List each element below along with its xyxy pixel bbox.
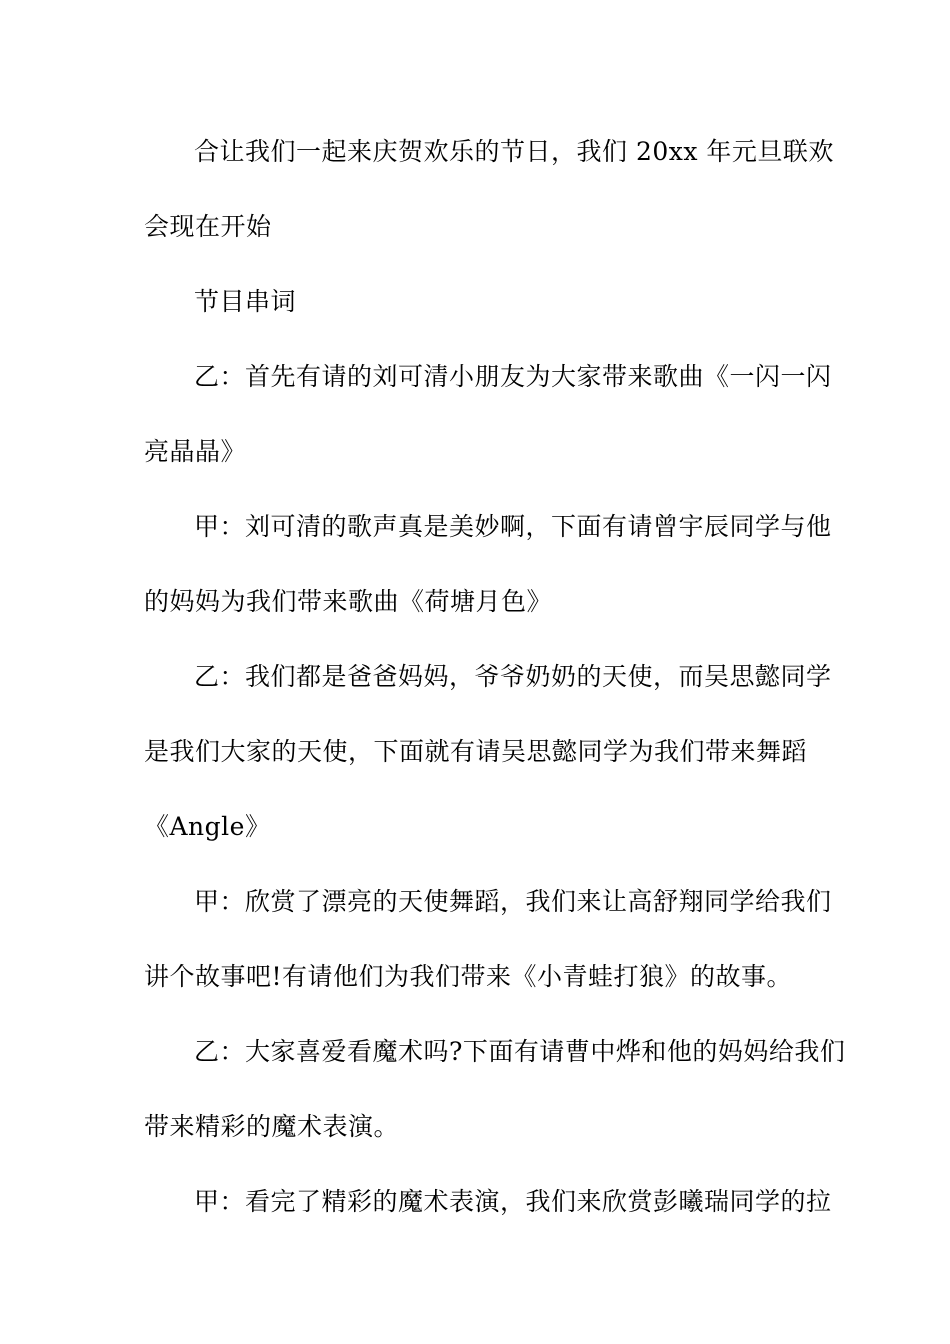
paragraph-line: 甲：刘可清的歌声真是美妙啊，下面有请曾宇辰同学与他 — [194, 512, 832, 541]
paragraph-line: 讲个故事吧!有请他们为我们带来《小青蛙打狼》的故事。 — [144, 962, 793, 991]
paragraph-line: 乙：我们都是爸爸妈妈，爷爷奶奶的天使，而吴思懿同学 — [194, 662, 832, 691]
paragraph-line: 乙：大家喜爱看魔术吗?下面有请曹中烨和他的妈妈给我们 — [194, 1037, 846, 1066]
section-heading: 节目串词 — [194, 287, 297, 316]
document-body — [144, 114, 846, 1239]
paragraph-line: 甲：看完了精彩的魔术表演，我们来欣赏彭曦瑞同学的拉 — [194, 1187, 832, 1216]
paragraph-line: 带来精彩的魔术表演。 — [144, 1112, 400, 1141]
paragraph-line: 甲：欣赏了漂亮的天使舞蹈，我们来让高舒翔同学给我们 — [194, 887, 832, 916]
paragraph-line: 《Angle》 — [144, 812, 271, 841]
paragraph-line: 亮晶晶》 — [144, 437, 247, 466]
paragraph-line: 会现在开始 — [144, 212, 272, 241]
paragraph-line: 的妈妈为我们带来歌曲《荷塘月色》 — [144, 587, 553, 616]
paragraph-line: 是我们大家的天使，下面就有请吴思懿同学为我们带来舞蹈 — [144, 737, 808, 766]
paragraph-line: 乙：首先有请的刘可清小朋友为大家带来歌曲《一闪一闪 — [194, 362, 832, 391]
paragraph-line: 合让我们一起来庆贺欢乐的节日，我们 20xx 年元旦联欢 — [194, 137, 834, 166]
